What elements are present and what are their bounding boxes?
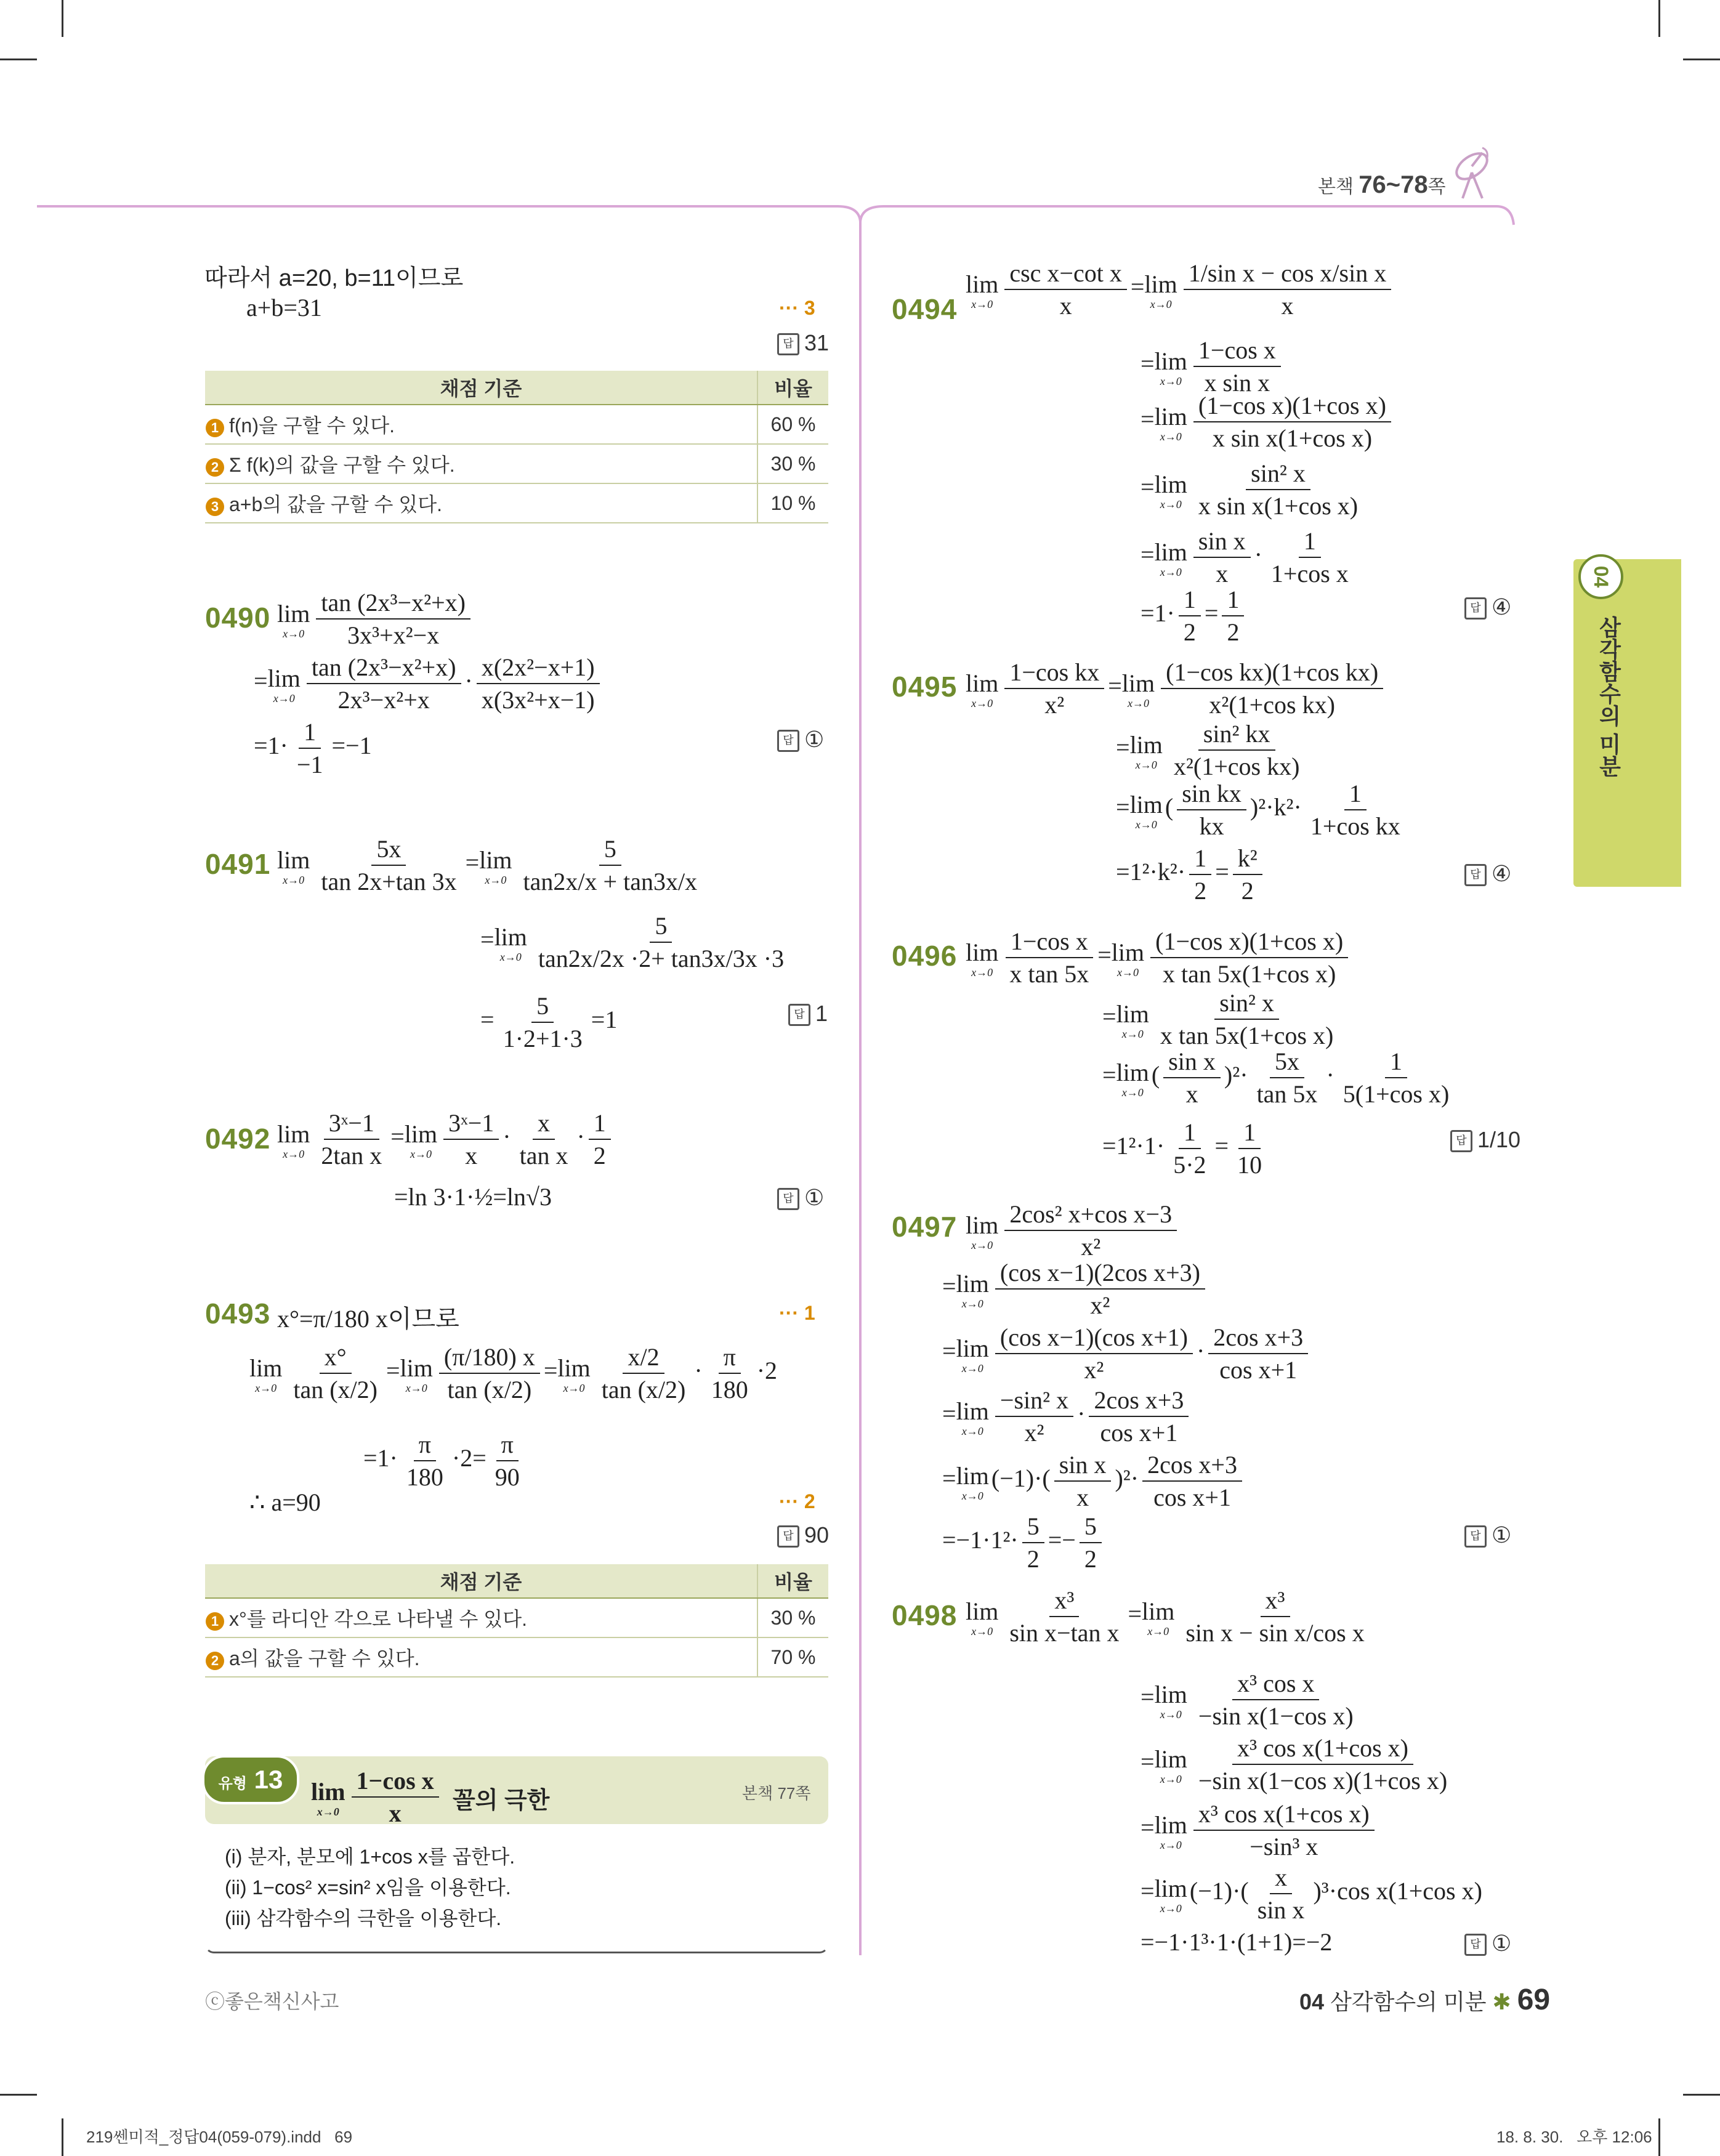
satellite-icon [1444, 142, 1500, 203]
solution-0495-final: =1²·k²· $\frac{1}{2}$ = $\frac{\text{k²}}{2}$ [1116, 844, 1266, 905]
type-box-title: 꼴의 극한 [453, 1788, 550, 1814]
problem-number: 0492 [205, 1123, 271, 1155]
type-box-ref: 본책 77쪽 [742, 1784, 811, 1803]
solution-0493-step: lim x→0 $\frac{x^\circ}{\tan (x/2)}$ =lim x→0 $\frac{(\pi/180) x}{\tan (x/2)}$ =lim x→0 $\frac{x/2}{\tan (x/2)}$ · $\frac{\pi}{180}$ ·2 [249, 1343, 778, 1403]
crop-mark [62, 0, 63, 37]
crop-mark [1683, 2094, 1720, 2096]
answer-31: 답 31 [777, 330, 829, 356]
type-box-steps: (i) 분자, 분모에 1+cos x를 곱한다. (ii) 1−cos² x=sin² x임을 이용한다. (iii) 삼각함수의 극한을 이용한다. [225, 1846, 515, 1929]
solution-0494-s4: =lim x→0 $\frac{\text{sin² x}}{\text{x sin x(1+cos x)}}$ [1141, 459, 1359, 520]
problem-number: 0497 [892, 1211, 958, 1243]
crop-mark [0, 59, 37, 60]
type-box-frame [205, 1824, 828, 1953]
solution-0495-s2: =lim x→0 $\frac{\text{sin² kx}}{\text{x²(1+cos kx)}}$ [1116, 720, 1300, 780]
chapter-tab-label: 삼각함수의 미분 [1596, 616, 1621, 778]
answer-0491: 답 1 [788, 1001, 828, 1027]
solution-0491-final: = $\frac{5}{1\cdot 2+1\cdot 3}$ =1 [480, 992, 618, 1052]
file-info: 219쎈미적_정답04(059-079).indd 69 [86, 2128, 353, 2146]
solution-0498-s3: =lim x→0 $\frac{\text{x³ cos x(1+cos x)}}{\text{−sin x(1−cos x)(1+cos x)}}$ [1141, 1734, 1448, 1795]
solution-0494-s5: =lim x→0 $\frac{\text{sin x}}{x}$ · $\frac{1}{\text{1+cos x}}$ [1141, 527, 1349, 587]
solution-0495: lim x→0 $\frac{\text{1−cos kx}}{\text{x²}}$ =lim x→0 $\frac{\text{(1−cos kx)(1+cos kx)}}{\text{x²(1+cos kx)}}$ [966, 658, 1387, 719]
intro-result: a+b=31 [246, 294, 322, 321]
type-badge: 유형 13 [202, 1755, 299, 1804]
solution-0492-final: =ln 3·1·½=ln√3 [394, 1183, 552, 1211]
solution-0496-final: =1²·1· $\frac{1}{5\cdot 2}$ = $\frac{1}{10}$ [1102, 1118, 1262, 1179]
solution-0497-s4: =lim x→0 $\frac{\text{−sin² x}}{\text{x²}}$ · $\frac{\text{2cos x+3}}{\text{cos x+1}}$ [942, 1386, 1192, 1447]
scoring-table-1: 채점 기준 비율 1 f(n)을 구할 수 있다. 60 % 2 Σ f(k)의 값을 구할 수 있다. 30 % 3 a+b의 값을 구할 수 있다. 10 % [205, 371, 828, 523]
solution-0490-final: =1· $\frac{1}{-1}$ =−1 [254, 718, 372, 778]
crop-mark [1658, 2118, 1660, 2156]
solution-0497-s3: =lim x→0 $\frac{\text{(cos x−1)(cos x+1)}}{\text{x²}}$ · $\frac{\text{2cos x+3}}{\text{cos x+1}}$ [942, 1323, 1312, 1384]
solution-0498-s5: =lim x→0 (−1)·( $\frac{x}{\text{sin x}}$ )³·cos x(1+cos x) [1141, 1863, 1482, 1924]
answer-0490: 답 ① [777, 727, 824, 753]
solution-0494: lim x→0 $\frac{\text{csc x−cot x}}{x}$ =lim x→0 $\frac{\text{1/sin x − cos x/sin x}}{x}$ [966, 259, 1395, 320]
page-footer: 04 삼각함수의 미분 ✱ 69 [1299, 1984, 1551, 2016]
solution-0490: lim x→0 $\frac{\text{tan (2x³−x²+x)}}{\text{3x³+x²−x}}$ [277, 588, 474, 650]
scoring-table-2: 채점 기준 비율 1 x°를 라디안 각으로 나타낼 수 있다. 30 % 2 a의 값을 구할 수 있다. 70 % [205, 1564, 828, 1678]
solution-0496-s2: =lim x→0 $\frac{\text{sin² x}}{\text{x tan 5x(1+cos x)}}$ [1102, 989, 1334, 1049]
crop-mark [1658, 0, 1660, 37]
step-marker: ··· 2 [779, 1490, 815, 1512]
problem-number: 0496 [892, 940, 958, 972]
crop-mark [62, 2118, 63, 2156]
step-marker: ··· 3 [779, 297, 815, 319]
solution-0498: lim x→0 $\frac{\text{x³}}{\text{sin x−tan x}}$ =lim x→0 $\frac{\text{x³}}{\text{sin x − sin x/cos x}}$ [966, 1586, 1365, 1647]
solution-0491-step: =lim x→0 $\frac{5}{\tan 2x/2x \cdot 2+ \tan 3x/3x \cdot 3}$ [480, 912, 785, 972]
problem-number: 0494 [892, 293, 958, 325]
solution-0491: lim x→0 $\frac{5x}{\tan 2x+\tan 3x}$ =lim x→0 $\frac{5}{\tan 2x/x + \tan 3x/x}$ [277, 835, 698, 895]
chapter-number-badge: 04 [1578, 554, 1623, 599]
answer-0497: 답 ① [1464, 1522, 1511, 1548]
solution-0493-conclusion: ∴ a=90 [249, 1488, 321, 1516]
intro-line: 따라서 a=20, b=11이므로 [204, 265, 464, 291]
answer-0494: 답 ④ [1464, 594, 1511, 620]
solution-0497-s5: =lim x→0 (−1)·( $\frac{\text{sin x}}{x}$ )²· $\frac{\text{2cos x+3}}{\text{cos x+1}}$ [942, 1450, 1246, 1512]
problem-number: 0495 [892, 671, 958, 703]
answer-0493: 답 90 [777, 1522, 829, 1548]
problem-number: 0491 [205, 848, 271, 880]
solution-0492: lim x→0 $\frac{\text{3ˣ−1}}{\text{2tan x}}$ =lim x→0 $\frac{\text{3ˣ−1}}{x}$ · $\frac{x}{\text{tan x}}$ · $\frac{1}{2}$ [277, 1108, 615, 1170]
print-timestamp: 18. 8. 30. 오후 12:06 [1496, 2128, 1652, 2146]
solution-0497: lim x→0 $\frac{\text{2cos² x+cos x−3}}{\text{x²}}$ [966, 1200, 1181, 1261]
solution-0498-s4: =lim x→0 $\frac{\text{x³ cos x(1+cos x)}}{\text{−sin³ x}}$ [1141, 1799, 1378, 1861]
type-box-formula: lim x→0 $\frac{\text{1−cos x}}{x}$ [311, 1766, 443, 1828]
solution-0495-s3: =lim x→0 ( $\frac{\text{sin kx}}{kx}$ )²·k²· $\frac{1}{\text{1+cos kx}}$ [1116, 780, 1400, 840]
solution-0494-final: =1· $\frac{1}{2}$ = $\frac{1}{2}$ [1141, 585, 1248, 647]
solution-0497-s2: =lim x→0 $\frac{\text{(cos x−1)(2cos x+3)}}{\text{x²}}$ [942, 1258, 1209, 1320]
crop-mark [0, 2094, 37, 2096]
answer-0492: 답 ① [777, 1185, 824, 1211]
solution-0494-s3: =lim x→0 $\frac{\text{(1−cos x)(1+cos x)}}{\text{x sin x(1+cos x)}}$ [1141, 391, 1395, 453]
crop-mark [1683, 59, 1720, 60]
page-reference: 본책 76~78쪽 [1318, 171, 1446, 198]
solution-0494-s2: =lim x→0 $\frac{\text{1−cos x}}{\text{x sin x}}$ [1141, 336, 1285, 397]
problem-number: 0493 [205, 1298, 271, 1330]
answer-0498: 답 ① [1464, 1931, 1511, 1956]
step-marker: ··· 1 [779, 1302, 815, 1324]
answer-0496: 답 1/10 [1450, 1127, 1520, 1153]
solution-0493-final: =1· $\frac{\pi}{180}$ ·2= $\frac{\pi}{90}$ [363, 1431, 520, 1491]
answer-icon: 답 [777, 333, 799, 355]
solution-0493-line1: x°=π/180 x이므로 [277, 1305, 459, 1333]
solution-0496: lim x→0 $\frac{\text{1−cos x}}{\text{x tan 5x}}$ =lim x→0 $\frac{\text{(1−cos x)(1+cos x)}}{\text{x tan 5x(1+cos x)}}$ [966, 927, 1352, 988]
solution-0490-step: =lim x→0 $\frac{\text{tan (2x³−x²+x)}}{\text{2x³−x²+x}}$ · $\frac{\text{x(2x²−x+1)}}{\text{x(3x²+x−1)}}$ [254, 653, 604, 714]
solution-0498-final: =−1·1³·1·(1+1)=−2 [1141, 1928, 1333, 1956]
answer-0495: 답 ④ [1464, 861, 1511, 887]
publisher-credit: ⓒ좋은책신사고 [205, 1990, 339, 2013]
solution-0498-s2: =lim x→0 $\frac{\text{x³ cos x}}{\text{−sin x(1−cos x)}}$ [1141, 1669, 1354, 1730]
solution-0496-s3: =lim x→0 ( $\frac{\text{sin x}}{x}$ )²· $\frac{5x}{\tan 5x}$ · $\frac{1}{\text{5(1+cos x)}}$ [1102, 1048, 1450, 1108]
problem-number: 0490 [205, 602, 271, 634]
problem-number: 0498 [892, 1599, 958, 1631]
solution-0497-final: =−1·1²· $\frac{5}{2}$ =− $\frac{5}{2}$ [942, 1512, 1105, 1573]
